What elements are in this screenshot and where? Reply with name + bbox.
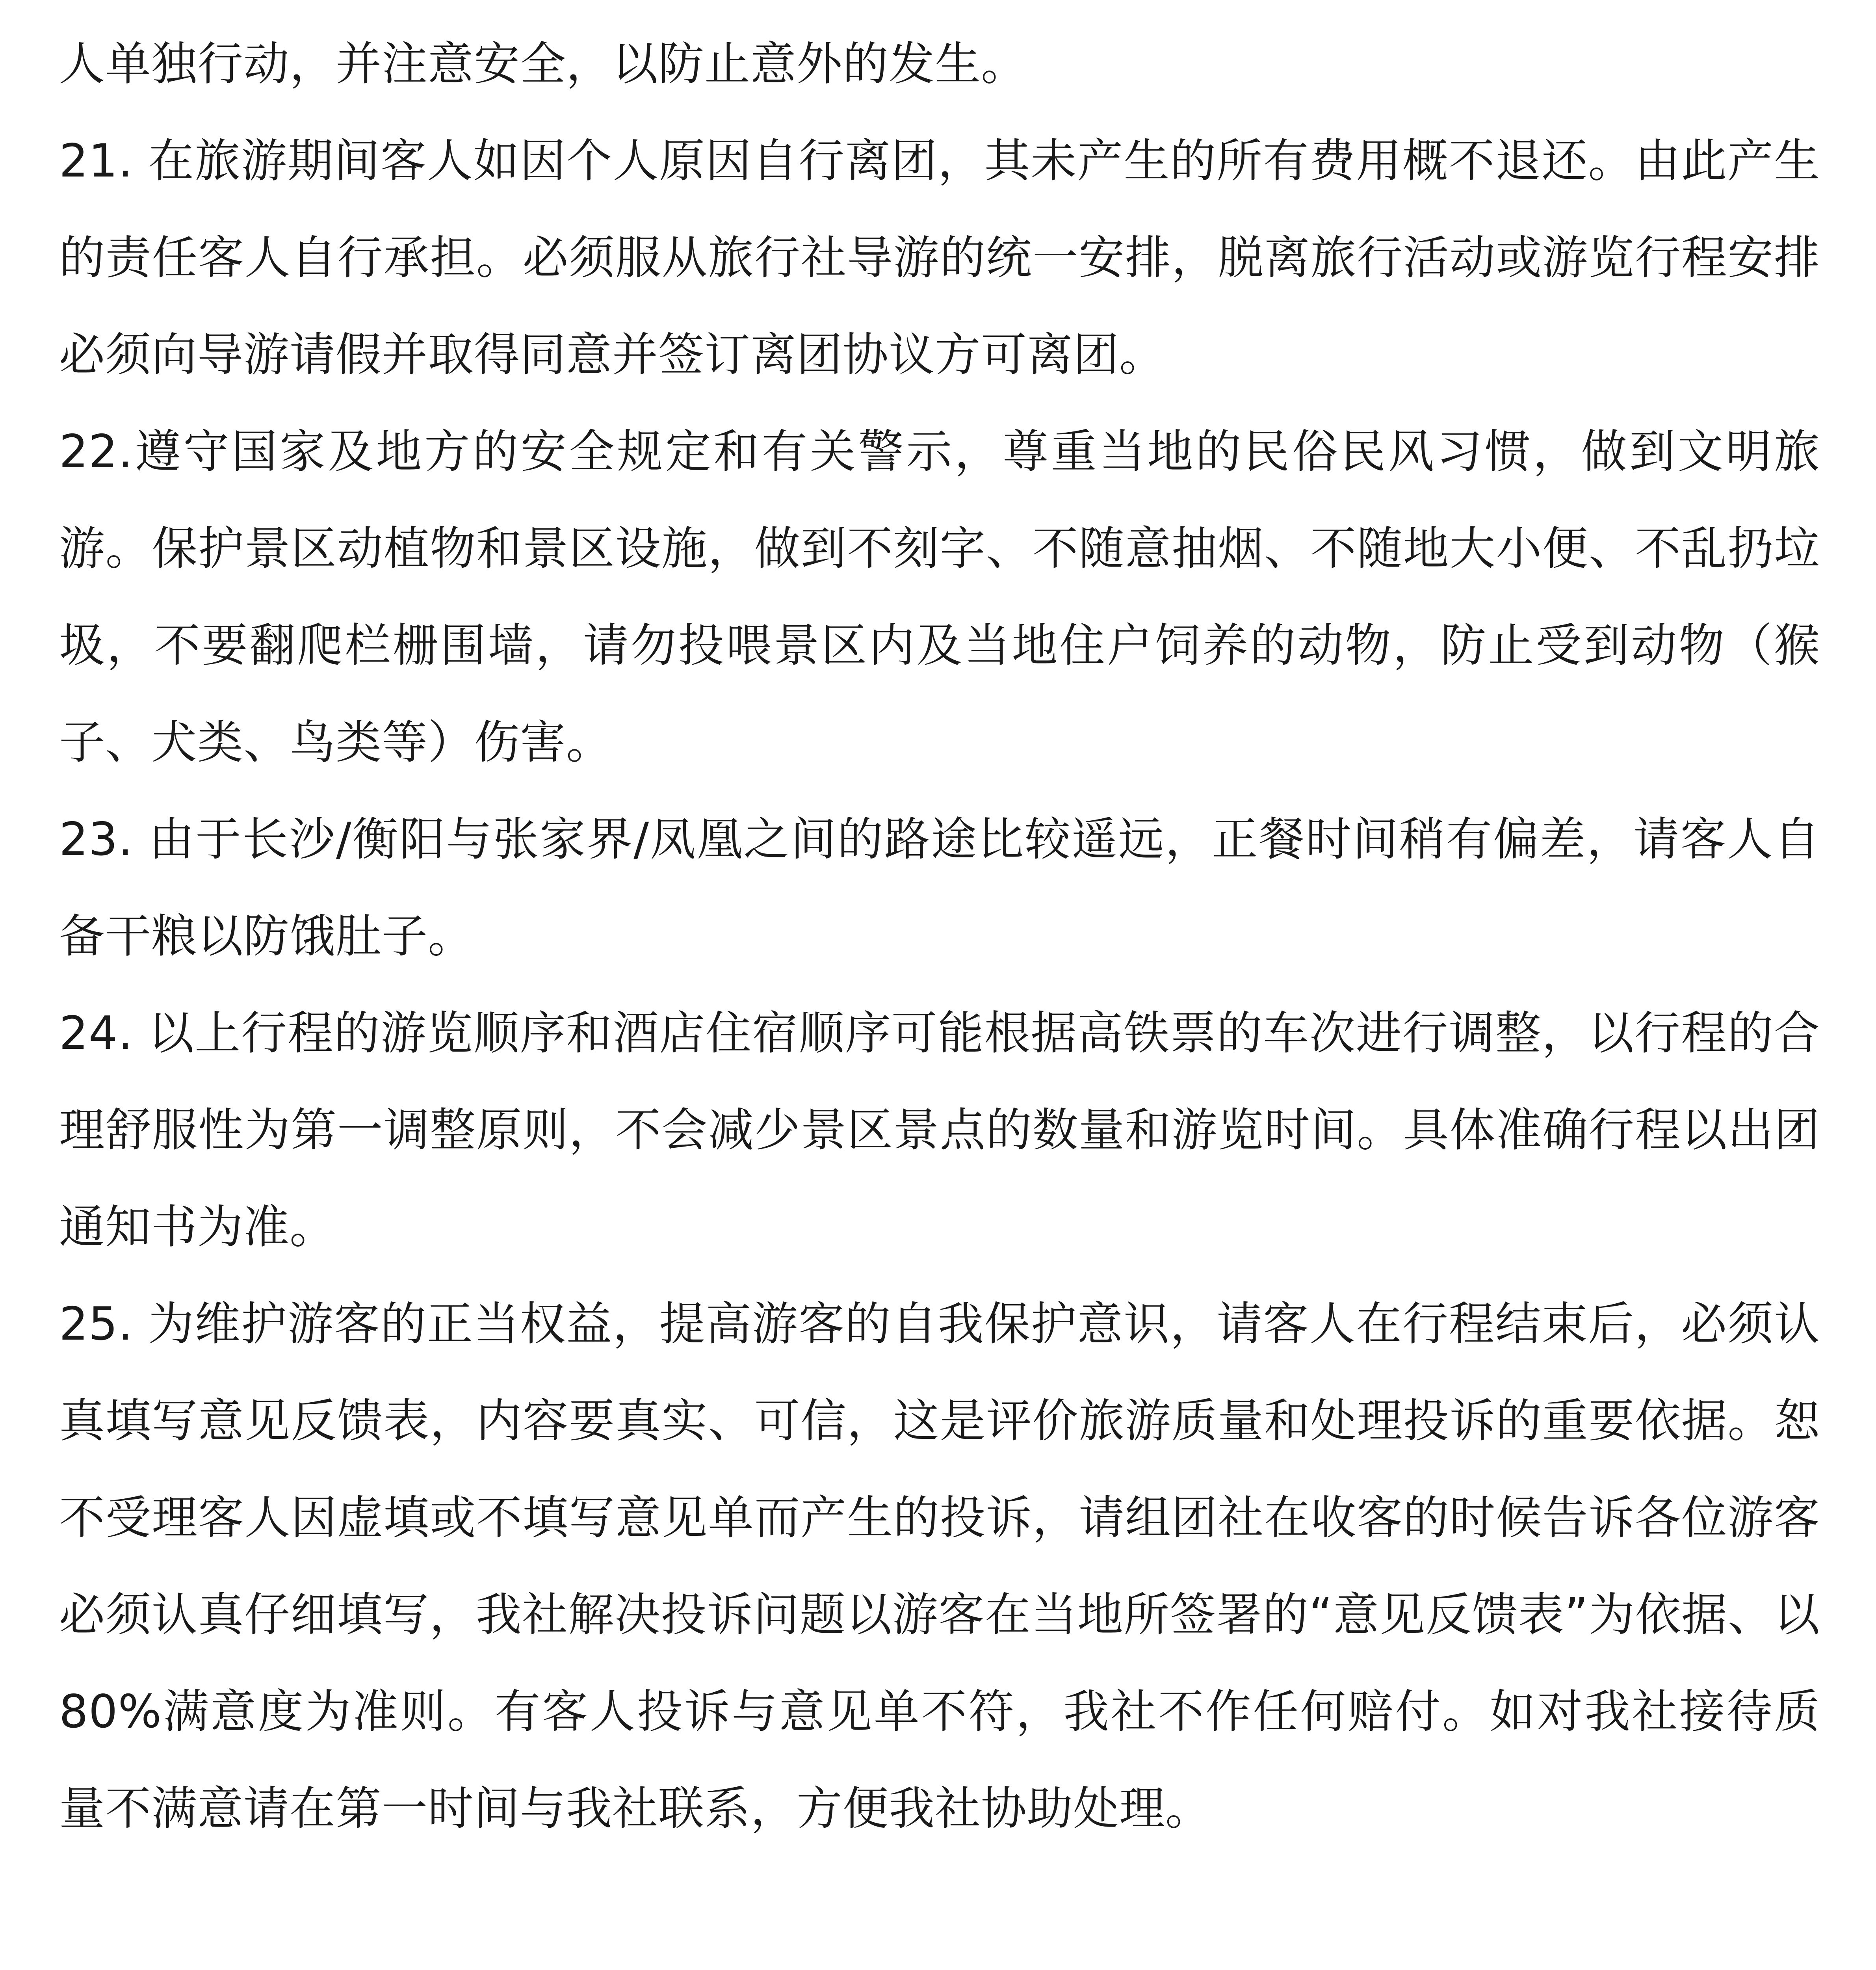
paragraph-item-24: 24. 以上行程的游览顺序和酒店住宿顺序可能根据高铁票的车次进行调整，以行程的合理舒服性为第一调整原则，不会减少景区景点的数量和游览时间。具体准确行程以出团通知书为准。 [59,1007,1820,1254]
paragraph-item-23: 23. 由于长沙/衡阳与张家界/凤凰之间的路途比较遥远，正餐时间稍有偏差，请客人自备干粮以防饿肚子。 [59,813,1820,963]
paragraph-continuation: 人单独行动，并注意安全，以防止意外的发生。 [59,37,1027,91]
paragraph-item-22: 22.遵守国家及地方的安全规定和有关警示，尊重当地的民俗民风习惯，做到文明旅游。保护景区动植物和景区设施，做到不刻字、不随意抽烟、不随地大小便、不乱扔垃圾，不要翻爬栏栅围墙，请勿投喂景区内及当地住户饲养的动物，防止受到动物（猴子、犬类、鸟类等）伤害。 [59,425,1820,769]
terms-paragraphs [59,16,1820,1857]
paragraph-item-21: 21. 在旅游期间客人如因个人原因自行离团，其未产生的所有费用概不退还。由此产生的责任客人自行承担。必须服从旅行社导游的统一安排，脱离旅行活动或游览行程安排必须向导游请假并取得同意并签订离团协议方可离团。 [59,134,1820,381]
paragraph-item-25: 25. 为维护游客的正当权益，提高游客的自我保护意识，请客人在行程结束后，必须认真填写意见反馈表，内容要真实、可信，这是评价旅游质量和处理投诉的重要依据。恕不受理客人因虚填或不填写意见单而产生的投诉，请组团社在收客的时候告诉各位游客必须认真仔细填写，我社解决投诉问题以游客在当地所签署的“意见反馈表”为依据、以 80%满意度为准则。有客人投诉与意见单不符，我社不作任何赔付。如对我社接待质量不满意请在第一时间与我社联系，方便我社协助处理。 [59,1297,1820,1835]
